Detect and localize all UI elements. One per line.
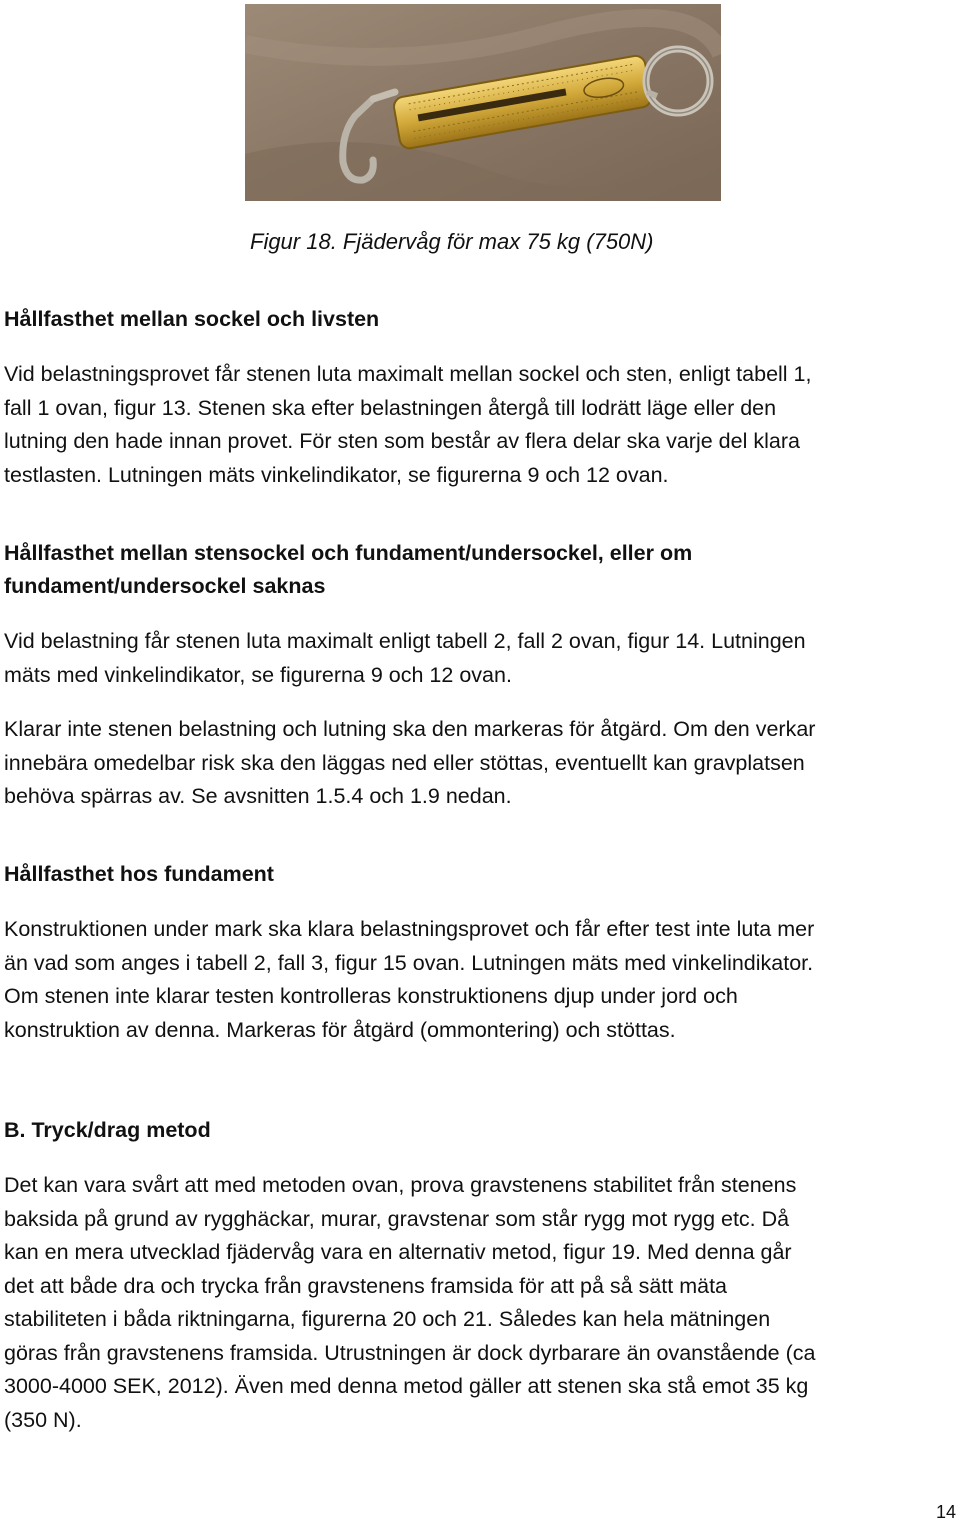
paragraph-line: (350 N).: [4, 1407, 82, 1432]
paragraph-line: kan en mera utvecklad fjädervåg vara en alternativ metod, figur 19. Med denna går: [4, 1240, 792, 1264]
paragraph-line: lutning den hade innan provet. För sten som består av flera delar ska varje del klara: [4, 429, 800, 453]
paragraph-line: Om stenen inte klarar testen kontrolleras konstruktionens djup under jord och: [4, 984, 738, 1008]
paragraph-line: Det kan vara svårt att med metoden ovan, prova gravstenens stabilitet från stenens: [4, 1173, 797, 1197]
paragraph-line: baksida på grund av rygghäckar, murar, gravstenar som står rygg mot rygg etc. Då: [4, 1206, 790, 1231]
paragraph-line: fall 1 ovan, figur 13. Stenen ska efter belastningen återgå till lodrätt läge eller den: [4, 395, 777, 420]
paragraph-line: stabiliteten i båda riktningarna, figurerna 20 och 21. Således kan hela mätningen: [4, 1307, 771, 1331]
section-paragraph-stensockel-1: [4, 625, 960, 692]
paragraph-line: innebära omedelbar risk ska den läggas ned eller stöttas, eventuellt kan gravplatsen: [4, 750, 805, 775]
section-paragraph-sockel-livsten: [4, 358, 960, 492]
heading-line: fundament/undersockel saknas: [4, 574, 326, 598]
section-paragraph-tryck-drag: [4, 1169, 960, 1437]
paragraph-line: behöva spärras av. Se avsnitten 1.5.4 och 1.9 nedan.: [4, 784, 512, 808]
paragraph-line: göras från gravstenens framsida. Utrustningen är dock dyrbarare än ovanstående (ca: [4, 1340, 816, 1365]
paragraph-line: Klarar inte stenen belastning och lutning ska den markeras för åtgärd. Om den verkar: [4, 717, 816, 741]
spring-scale-illustration: [245, 4, 721, 201]
section-heading-tryck-drag: B. Tryck/drag metod: [4, 1118, 211, 1142]
page-number: 14: [935, 1502, 956, 1522]
section-paragraph-fundament: [4, 913, 960, 1047]
paragraph-line: 3000-4000 SEK, 2012). Även med denna metod gäller att stenen ska stå emot 35 kg: [4, 1374, 809, 1398]
paragraph-line: det att både dra och trycka från gravstenens framsida för att på så sätt mäta: [4, 1273, 728, 1298]
section-heading-stensockel-fundament: [4, 537, 692, 603]
section-heading-fundament: Hållfasthet hos fundament: [4, 862, 274, 886]
paragraph-line: testlasten. Lutningen mäts vinkelindikator, se figurerna 9 och 12 ovan.: [4, 462, 669, 487]
paragraph-line: än vad som anges i tabell 2, fall 3, figur 15 ovan. Lutningen mäts med vinkelindikator.: [4, 950, 814, 975]
section-paragraph-stensockel-2: [4, 713, 960, 814]
figure-caption: Figur 18. Fjädervåg för max 75 kg (750N): [250, 229, 654, 254]
paragraph-line: Vid belastningsprovet får stenen luta maximalt mellan sockel och sten, enligt tabell 1,: [4, 362, 812, 386]
paragraph-line: Vid belastning får stenen luta maximalt enligt tabell 2, fall 2 ovan, figur 14. Lutningen: [4, 629, 806, 653]
section-heading-sockel-livsten: Hållfasthet mellan sockel och livsten: [4, 307, 380, 331]
spring-scale-photo: [245, 4, 721, 201]
heading-line: Hållfasthet mellan stensockel och fundament/undersockel, eller om: [4, 541, 693, 565]
paragraph-line: Konstruktionen under mark ska klara belastningsprovet och får efter test inte luta mer: [4, 917, 815, 941]
paragraph-line: mäts med vinkelindikator, se figurerna 9 och 12 ovan.: [4, 662, 512, 687]
paragraph-line: konstruktion av denna. Markeras för åtgärd (ommontering) och stöttas.: [4, 1017, 676, 1042]
